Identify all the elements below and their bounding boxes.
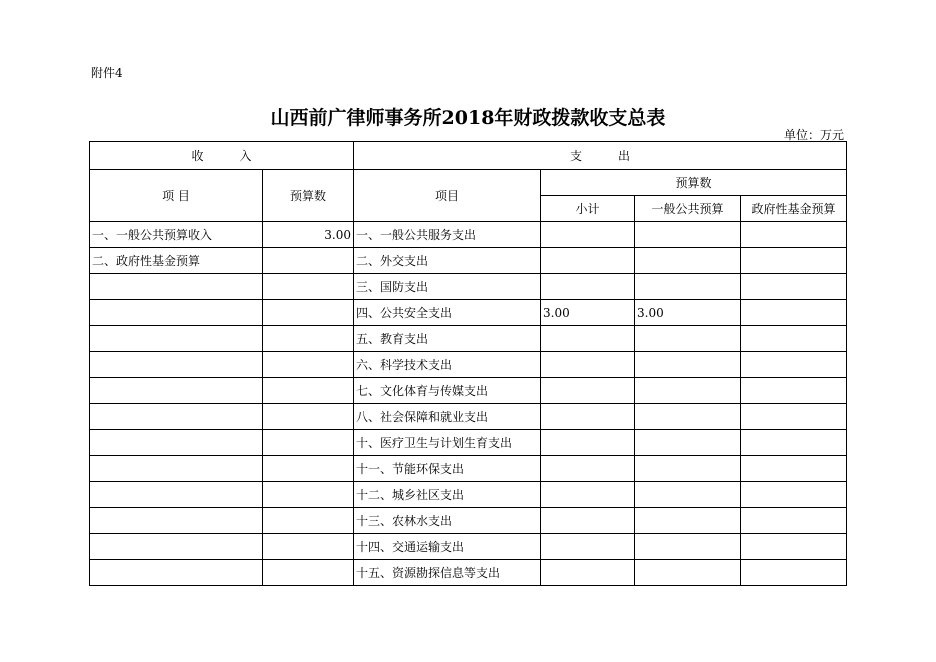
fund-budget-cell	[741, 534, 847, 560]
expense-item-cell: 十五、资源勘探信息等支出	[354, 560, 541, 586]
subtotal-cell	[541, 352, 635, 378]
subtotal-cell	[541, 534, 635, 560]
table-row	[90, 534, 847, 560]
income-amount-cell	[263, 248, 354, 274]
subtotal-cell	[541, 326, 635, 352]
income-amount-cell	[263, 274, 354, 300]
table-row	[90, 274, 847, 300]
table-row	[90, 456, 847, 482]
general-budget-header: 一般公共预算	[635, 196, 741, 222]
table-row	[90, 222, 847, 248]
income-item-cell	[90, 430, 263, 456]
subtotal-cell	[541, 456, 635, 482]
header-row-1	[90, 142, 847, 170]
fund-budget-cell	[741, 352, 847, 378]
general-budget-cell: 3.00	[635, 300, 741, 326]
income-amount-cell	[263, 508, 354, 534]
table-row	[90, 430, 847, 456]
fund-budget-cell	[741, 404, 847, 430]
table-row	[90, 404, 847, 430]
fund-budget-cell	[741, 482, 847, 508]
budget-table	[89, 141, 847, 586]
expense-item-cell: 二、外交支出	[354, 248, 541, 274]
income-amount-cell	[263, 482, 354, 508]
table-row	[90, 508, 847, 534]
subtotal-cell	[541, 404, 635, 430]
general-budget-cell	[635, 326, 741, 352]
general-budget-cell	[635, 404, 741, 430]
general-budget-cell	[635, 352, 741, 378]
subtotal-cell: 3.00	[541, 300, 635, 326]
general-budget-cell	[635, 456, 741, 482]
fund-budget-cell	[741, 248, 847, 274]
expense-item-cell: 六、科学技术支出	[354, 352, 541, 378]
income-amount-header: 预算数	[263, 170, 354, 222]
document-title: 山西前广律师事务所2018年财政拨款收支总表	[270, 107, 666, 129]
general-budget-cell	[635, 222, 741, 248]
subtotal-cell	[541, 378, 635, 404]
expense-item-cell: 十一、节能环保支出	[354, 456, 541, 482]
expense-budget-header: 预算数	[541, 170, 847, 196]
expense-header: 支 出	[354, 142, 847, 170]
table-body	[90, 222, 847, 586]
unit-label: 单位：万元	[783, 128, 844, 142]
fund-budget-cell	[741, 430, 847, 456]
table-row	[90, 300, 847, 326]
income-item-cell	[90, 274, 263, 300]
fund-budget-cell	[741, 326, 847, 352]
general-budget-cell	[635, 248, 741, 274]
income-item-cell	[90, 482, 263, 508]
income-item-cell	[90, 404, 263, 430]
attachment-label: 附件4	[91, 66, 123, 80]
fund-budget-cell	[741, 274, 847, 300]
income-amount-cell	[263, 378, 354, 404]
expense-item-cell: 十、医疗卫生与计划生育支出	[354, 430, 541, 456]
subtotal-cell	[541, 274, 635, 300]
general-budget-cell	[635, 274, 741, 300]
subtotal-cell	[541, 430, 635, 456]
subtotal-cell	[541, 508, 635, 534]
income-item-cell	[90, 560, 263, 586]
expense-item-cell: 四、公共安全支出	[354, 300, 541, 326]
income-amount-cell	[263, 534, 354, 560]
income-item-cell: 二、政府性基金预算	[90, 248, 263, 274]
subtotal-cell	[541, 482, 635, 508]
income-amount-cell	[263, 430, 354, 456]
income-item-cell	[90, 326, 263, 352]
fund-budget-cell	[741, 508, 847, 534]
table-row	[90, 482, 847, 508]
fund-budget-header: 政府性基金预算	[741, 196, 847, 222]
income-amount-cell	[263, 456, 354, 482]
income-amount-cell: 3.00	[263, 222, 354, 248]
expense-item-cell: 一、一般公共服务支出	[354, 222, 541, 248]
expense-item-cell: 十二、城乡社区支出	[354, 482, 541, 508]
fund-budget-cell	[741, 560, 847, 586]
income-amount-cell	[263, 326, 354, 352]
income-item-cell	[90, 534, 263, 560]
expense-item-cell: 八、社会保障和就业支出	[354, 404, 541, 430]
table-row	[90, 326, 847, 352]
header-row-2	[90, 170, 847, 196]
income-item-cell	[90, 378, 263, 404]
general-budget-cell	[635, 508, 741, 534]
subtotal-cell	[541, 560, 635, 586]
income-item-header: 项 目	[90, 170, 263, 222]
table-row	[90, 378, 847, 404]
general-budget-cell	[635, 378, 741, 404]
general-budget-cell	[635, 430, 741, 456]
fund-budget-cell	[741, 300, 847, 326]
income-item-cell: 一、一般公共预算收入	[90, 222, 263, 248]
subtotal-cell	[541, 248, 635, 274]
subtotal-header: 小计	[541, 196, 635, 222]
general-budget-cell	[635, 482, 741, 508]
income-item-cell	[90, 352, 263, 378]
expense-item-cell: 十三、农林水支出	[354, 508, 541, 534]
income-amount-cell	[263, 560, 354, 586]
fund-budget-cell	[741, 222, 847, 248]
income-amount-cell	[263, 300, 354, 326]
expense-item-cell: 十四、交通运输支出	[354, 534, 541, 560]
expense-item-cell: 三、国防支出	[354, 274, 541, 300]
fund-budget-cell	[741, 378, 847, 404]
income-amount-cell	[263, 352, 354, 378]
income-item-cell	[90, 508, 263, 534]
table-row	[90, 352, 847, 378]
general-budget-cell	[635, 560, 741, 586]
fund-budget-cell	[741, 456, 847, 482]
general-budget-cell	[635, 534, 741, 560]
table-row	[90, 560, 847, 586]
income-amount-cell	[263, 404, 354, 430]
expense-item-cell: 七、文化体育与传媒支出	[354, 378, 541, 404]
table-row	[90, 248, 847, 274]
expense-item-cell: 五、教育支出	[354, 326, 541, 352]
income-header: 收 入	[90, 142, 354, 170]
income-item-cell	[90, 300, 263, 326]
subtotal-cell	[541, 222, 635, 248]
expense-item-header: 项目	[354, 170, 541, 222]
income-item-cell	[90, 456, 263, 482]
